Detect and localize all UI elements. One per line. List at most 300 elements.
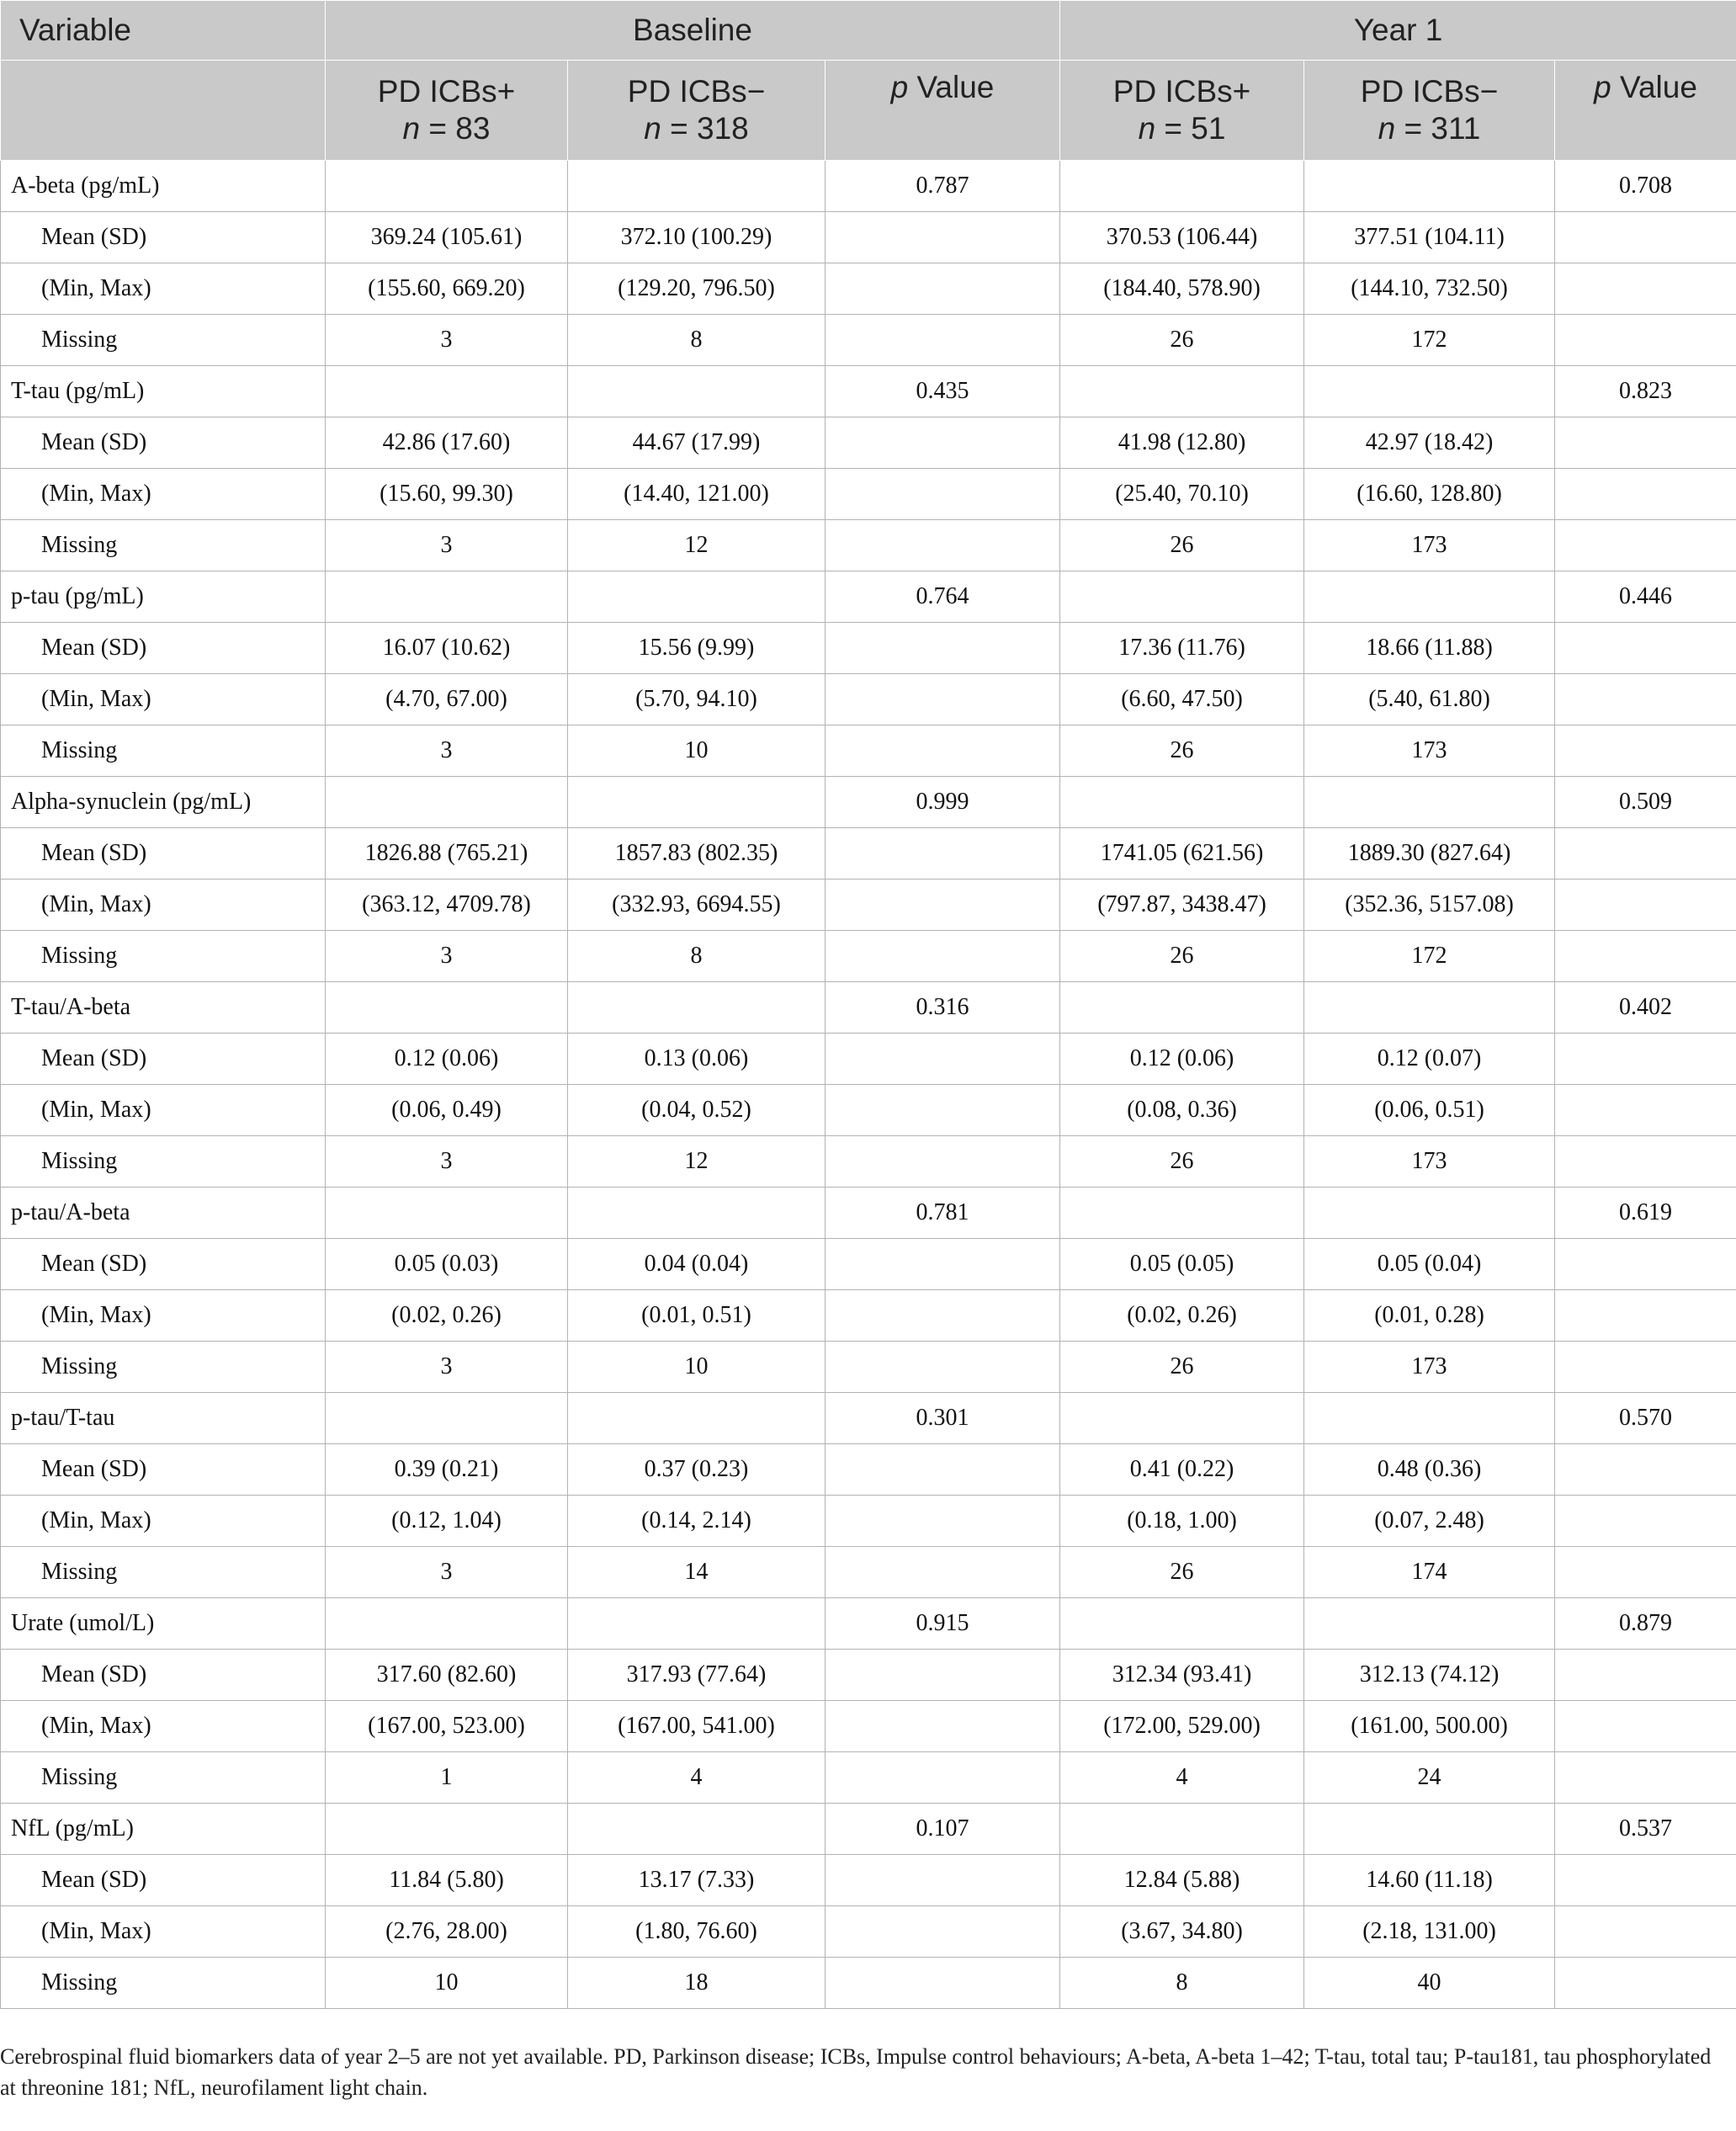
table-cell: (4.70, 67.00) [326, 674, 568, 725]
table-cell [826, 1547, 1060, 1598]
table-cell: 0.879 [1555, 1598, 1736, 1650]
table-cell: 8 [1060, 1958, 1304, 2009]
table-row [1, 1496, 1736, 1547]
row-label: Missing [1, 725, 326, 777]
table-cell: 42.86 (17.60) [326, 417, 568, 469]
table-cell: 10 [568, 1342, 826, 1393]
row-label: Mean (SD) [1, 1034, 326, 1085]
table-cell [568, 1393, 826, 1444]
table-group-row [1, 1804, 1736, 1855]
row-label: Missing [1, 315, 326, 366]
header-baseline-p-value: p Value [826, 61, 1060, 161]
table-cell: 372.10 (100.29) [568, 212, 826, 263]
table-cell: 0.301 [826, 1393, 1060, 1444]
table-cell [1555, 212, 1736, 263]
table-cell [1555, 469, 1736, 520]
header-year1-icbs-neg [1304, 61, 1555, 161]
table-cell [1555, 520, 1736, 571]
table-cell: 0.435 [826, 366, 1060, 417]
table-cell [1555, 931, 1736, 982]
table-row [1, 1958, 1736, 2009]
table-row [1, 315, 1736, 366]
table-cell: 0.39 (0.21) [326, 1444, 568, 1496]
column-n: n = 51 [1138, 111, 1226, 146]
table-cell: 16.07 (10.62) [326, 623, 568, 674]
table-row [1, 263, 1736, 315]
table-cell [1555, 1752, 1736, 1804]
row-label: (Min, Max) [1, 263, 326, 315]
table-cell: (161.00, 500.00) [1304, 1701, 1555, 1752]
table-row [1, 725, 1736, 777]
table-cell [826, 1752, 1060, 1804]
table-cell: (3.67, 34.80) [1060, 1906, 1304, 1958]
table-cell: 0.999 [826, 777, 1060, 828]
table-cell [1555, 1855, 1736, 1906]
table-cell: 317.93 (77.64) [568, 1650, 826, 1701]
table-row [1, 1085, 1736, 1136]
row-label: (Min, Max) [1, 880, 326, 931]
table-cell: 0.708 [1555, 161, 1736, 212]
table-footnote: Cerebrospinal fluid biomarkers data of year 2–5 are not yet available. PD, Parkinson disease; ICBs, Impulse control behaviours; A-beta, A-beta 1–42; T-tau, total tau; P-tau181, tau phosphorylated at threonine 181; NfL, neurofilament light chain. [0, 2044, 1712, 2100]
table-cell: 173 [1304, 520, 1555, 571]
table-cell: (0.01, 0.28) [1304, 1290, 1555, 1342]
table-row [1, 674, 1736, 725]
table-cell [1304, 1188, 1555, 1239]
row-label: p-tau/T-tau [1, 1393, 326, 1444]
table-cell: (0.04, 0.52) [568, 1085, 826, 1136]
table-cell: 0.787 [826, 161, 1060, 212]
table-cell: (0.07, 2.48) [1304, 1496, 1555, 1547]
row-label: (Min, Max) [1, 1290, 326, 1342]
table-cell [1060, 571, 1304, 623]
table-cell [1060, 777, 1304, 828]
table-cell: (1.80, 76.60) [568, 1906, 826, 1958]
table-row [1, 1906, 1736, 1958]
row-label: Mean (SD) [1, 623, 326, 674]
table-cell [826, 623, 1060, 674]
table-cell: 0.781 [826, 1188, 1060, 1239]
table-cell: 0.05 (0.05) [1060, 1239, 1304, 1290]
table-cell [1555, 1496, 1736, 1547]
table-cell: 14.60 (11.18) [1304, 1855, 1555, 1906]
table-cell [1555, 1547, 1736, 1598]
table-cell: 0.12 (0.06) [1060, 1034, 1304, 1085]
table-cell: (129.20, 796.50) [568, 263, 826, 315]
table-cell: 370.53 (106.44) [1060, 212, 1304, 263]
table-cell: 0.537 [1555, 1804, 1736, 1855]
row-label: Missing [1, 1342, 326, 1393]
row-label: A-beta (pg/mL) [1, 161, 326, 212]
table-cell: 3 [326, 1342, 568, 1393]
table-cell [1555, 880, 1736, 931]
table-cell [1060, 366, 1304, 417]
table-cell: (184.40, 578.90) [1060, 263, 1304, 315]
row-label: NfL (pg/mL) [1, 1804, 326, 1855]
table-cell [826, 674, 1060, 725]
table-cell: 8 [568, 315, 826, 366]
row-label: Urate (umol/L) [1, 1598, 326, 1650]
table-cell [1555, 828, 1736, 880]
table-cell [326, 366, 568, 417]
table-cell [826, 828, 1060, 880]
table-cell [1555, 1342, 1736, 1393]
table-cell [826, 315, 1060, 366]
table-cell: 173 [1304, 1342, 1555, 1393]
table-cell [568, 1804, 826, 1855]
table-cell: 0.12 (0.07) [1304, 1034, 1555, 1085]
table-cell: 41.98 (12.80) [1060, 417, 1304, 469]
table-cell: 0.509 [1555, 777, 1736, 828]
table-cell [1555, 1239, 1736, 1290]
table-cell: (0.06, 0.49) [326, 1085, 568, 1136]
table-row [1, 931, 1736, 982]
table-cell: (25.40, 70.10) [1060, 469, 1304, 520]
table-cell [826, 1136, 1060, 1188]
table-cell [1555, 263, 1736, 315]
table-cell [826, 1855, 1060, 1906]
table-cell [1555, 1085, 1736, 1136]
table-cell: 12 [568, 1136, 826, 1188]
header-variable: Variable [1, 1, 326, 61]
table-cell [568, 1598, 826, 1650]
table-cell: 3 [326, 1136, 568, 1188]
table-cell [826, 725, 1060, 777]
table-cell [568, 366, 826, 417]
table-cell [826, 520, 1060, 571]
table-cell: 12 [568, 520, 826, 571]
table-row [1, 212, 1736, 263]
table-cell: (16.60, 128.80) [1304, 469, 1555, 520]
table-cell: 3 [326, 520, 568, 571]
table-row [1, 1444, 1736, 1496]
table-cell: 0.05 (0.03) [326, 1239, 568, 1290]
table-cell [826, 1650, 1060, 1701]
table-group-row [1, 982, 1736, 1034]
table-cell: (0.18, 1.00) [1060, 1496, 1304, 1547]
table-cell: 0.48 (0.36) [1304, 1444, 1555, 1496]
table-cell [326, 161, 568, 212]
row-label: (Min, Max) [1, 1701, 326, 1752]
table-cell: 172 [1304, 315, 1555, 366]
table-cell: 3 [326, 315, 568, 366]
table-cell: 8 [568, 931, 826, 982]
table-cell [826, 1958, 1060, 2009]
table-cell [1304, 777, 1555, 828]
table-cell: 312.13 (74.12) [1304, 1650, 1555, 1701]
table-row [1, 1136, 1736, 1188]
table-row [1, 1701, 1736, 1752]
table-cell: 1857.83 (802.35) [568, 828, 826, 880]
row-label: Missing [1, 1752, 326, 1804]
table-cell: 312.34 (93.41) [1060, 1650, 1304, 1701]
table-cell [826, 469, 1060, 520]
table-cell: 0.823 [1555, 366, 1736, 417]
table-cell: 0.107 [826, 1804, 1060, 1855]
table-cell [826, 1701, 1060, 1752]
table-cell: 0.316 [826, 982, 1060, 1034]
table-cell: (0.01, 0.51) [568, 1290, 826, 1342]
table-cell [568, 1188, 826, 1239]
table-cell: 0.12 (0.06) [326, 1034, 568, 1085]
table-cell [1555, 1906, 1736, 1958]
row-label: Missing [1, 1136, 326, 1188]
table-row [1, 520, 1736, 571]
table-cell: 26 [1060, 520, 1304, 571]
column-name: PD ICBs+ [377, 74, 516, 109]
table-cell [1555, 1034, 1736, 1085]
table-cell: 26 [1060, 725, 1304, 777]
table-cell [826, 212, 1060, 263]
table-cell: (144.10, 732.50) [1304, 263, 1555, 315]
row-label: Missing [1, 520, 326, 571]
table-cell [568, 982, 826, 1034]
table-cell: 42.97 (18.42) [1304, 417, 1555, 469]
table-cell: (0.06, 0.51) [1304, 1085, 1555, 1136]
table-cell: 174 [1304, 1547, 1555, 1598]
table-cell [326, 1188, 568, 1239]
table-cell: (0.02, 0.26) [326, 1290, 568, 1342]
table-cell: (0.14, 2.14) [568, 1496, 826, 1547]
table-cell: 15.56 (9.99) [568, 623, 826, 674]
table-row [1, 1239, 1736, 1290]
header-empty-cell [1, 61, 326, 161]
table-cell: (2.76, 28.00) [326, 1906, 568, 1958]
table-row [1, 1547, 1736, 1598]
table-group-row [1, 366, 1736, 417]
row-label: (Min, Max) [1, 1496, 326, 1547]
table-cell [1555, 1290, 1736, 1342]
table-cell: 4 [568, 1752, 826, 1804]
table-row [1, 623, 1736, 674]
table-cell [1060, 982, 1304, 1034]
column-n: n = 311 [1378, 111, 1481, 146]
table-cell [1060, 161, 1304, 212]
table-body [1, 161, 1736, 2009]
table-cell: 377.51 (104.11) [1304, 212, 1555, 263]
table-cell [1304, 571, 1555, 623]
header-year1-icbs-pos [1060, 61, 1304, 161]
header-year1: Year 1 [1060, 1, 1736, 61]
table-cell [326, 1804, 568, 1855]
table-cell [826, 417, 1060, 469]
table-cell: (363.12, 4709.78) [326, 880, 568, 931]
table-cell: 1 [326, 1752, 568, 1804]
row-label: Mean (SD) [1, 1444, 326, 1496]
header-baseline-icbs-pos [326, 61, 568, 161]
table-cell: 173 [1304, 725, 1555, 777]
table-cell: 3 [326, 1547, 568, 1598]
table-cell [826, 1085, 1060, 1136]
table-cell: 26 [1060, 931, 1304, 982]
table-cell [326, 571, 568, 623]
table-cell: 0.05 (0.04) [1304, 1239, 1555, 1290]
row-label: Mean (SD) [1, 1855, 326, 1906]
table-cell [1304, 1393, 1555, 1444]
table-cell: 26 [1060, 1342, 1304, 1393]
table-cell: (15.60, 99.30) [326, 469, 568, 520]
table-cell [326, 1393, 568, 1444]
table-group-row [1, 1598, 1736, 1650]
table-cell: 26 [1060, 1136, 1304, 1188]
row-label: (Min, Max) [1, 674, 326, 725]
row-label: Missing [1, 1958, 326, 2009]
table-cell: 14 [568, 1547, 826, 1598]
table-cell [826, 263, 1060, 315]
table-group-row [1, 1393, 1736, 1444]
table-cell [1555, 674, 1736, 725]
table-cell: 0.13 (0.06) [568, 1034, 826, 1085]
table-cell [1555, 1701, 1736, 1752]
table-cell: 4 [1060, 1752, 1304, 1804]
table-group-row [1, 1188, 1736, 1239]
row-label: Missing [1, 1547, 326, 1598]
table-cell: 0.619 [1555, 1188, 1736, 1239]
table-cell [826, 1290, 1060, 1342]
table-cell [826, 1342, 1060, 1393]
table-cell: 0.446 [1555, 571, 1736, 623]
table-cell: (5.70, 94.10) [568, 674, 826, 725]
table-group-row [1, 777, 1736, 828]
table-cell: (0.02, 0.26) [1060, 1290, 1304, 1342]
row-label: Missing [1, 931, 326, 982]
column-n: n = 83 [402, 111, 491, 146]
column-name: PD ICBs+ [1112, 74, 1251, 109]
table-cell: (167.00, 541.00) [568, 1701, 826, 1752]
table-cell: 18.66 (11.88) [1304, 623, 1555, 674]
table-cell: (2.18, 131.00) [1304, 1906, 1555, 1958]
row-label: T-tau/A-beta [1, 982, 326, 1034]
table-cell [1304, 1598, 1555, 1650]
table-cell: 13.17 (7.33) [568, 1855, 826, 1906]
table-cell: (332.93, 6694.55) [568, 880, 826, 931]
table-cell: 0.402 [1555, 982, 1736, 1034]
row-label: p-tau (pg/mL) [1, 571, 326, 623]
table-cell [326, 777, 568, 828]
row-label: T-tau (pg/mL) [1, 366, 326, 417]
row-label: Mean (SD) [1, 1239, 326, 1290]
table-cell [1304, 161, 1555, 212]
table-cell: 0.41 (0.22) [1060, 1444, 1304, 1496]
table-cell [1060, 1598, 1304, 1650]
table-cell [1555, 725, 1736, 777]
row-label: Mean (SD) [1, 417, 326, 469]
table-cell [1060, 1188, 1304, 1239]
table-cell: 172 [1304, 931, 1555, 982]
table-cell: 0.570 [1555, 1393, 1736, 1444]
table-cell [326, 1598, 568, 1650]
table-group-row [1, 161, 1736, 212]
row-label: (Min, Max) [1, 469, 326, 520]
table-cell: 10 [568, 725, 826, 777]
table-cell: 1889.30 (827.64) [1304, 828, 1555, 880]
table-row [1, 469, 1736, 520]
table-cell [568, 571, 826, 623]
table-cell: 12.84 (5.88) [1060, 1855, 1304, 1906]
table-cell [826, 880, 1060, 931]
table-cell: (352.36, 5157.08) [1304, 880, 1555, 931]
table-cell [1555, 1136, 1736, 1188]
column-n: n = 318 [644, 111, 749, 146]
table-row [1, 1290, 1736, 1342]
table-cell: (14.40, 121.00) [568, 469, 826, 520]
table-cell: (5.40, 61.80) [1304, 674, 1555, 725]
table-cell: (167.00, 523.00) [326, 1701, 568, 1752]
column-name: PD ICBs− [1360, 74, 1499, 109]
table-cell: 26 [1060, 315, 1304, 366]
table-cell [1555, 1444, 1736, 1496]
table-cell [568, 161, 826, 212]
table-cell: 369.24 (105.61) [326, 212, 568, 263]
table-cell: (6.60, 47.50) [1060, 674, 1304, 725]
row-label: Mean (SD) [1, 828, 326, 880]
table-cell [826, 1034, 1060, 1085]
table-cell: 0.764 [826, 571, 1060, 623]
row-label: p-tau/A-beta [1, 1188, 326, 1239]
header-baseline: Baseline [326, 1, 1060, 61]
table-cell [1304, 982, 1555, 1034]
table-cell [1555, 417, 1736, 469]
table-cell: 3 [326, 725, 568, 777]
table-cell [1304, 1804, 1555, 1855]
table-cell: 24 [1304, 1752, 1555, 1804]
table-cell: 44.67 (17.99) [568, 417, 826, 469]
table-cell: (172.00, 529.00) [1060, 1701, 1304, 1752]
row-label: Alpha-synuclein (pg/mL) [1, 777, 326, 828]
table-cell [826, 1444, 1060, 1496]
table-row [1, 880, 1736, 931]
table-cell: 1741.05 (621.56) [1060, 828, 1304, 880]
table-cell [1060, 1393, 1304, 1444]
row-label: (Min, Max) [1, 1085, 326, 1136]
table-cell: (0.12, 1.04) [326, 1496, 568, 1547]
table-row [1, 417, 1736, 469]
table-cell [826, 931, 1060, 982]
table-cell [1304, 366, 1555, 417]
table-row [1, 828, 1736, 880]
table-cell [1555, 1650, 1736, 1701]
row-label: Mean (SD) [1, 212, 326, 263]
table-cell: 173 [1304, 1136, 1555, 1188]
table-cell: 17.36 (11.76) [1060, 623, 1304, 674]
table-cell [1060, 1804, 1304, 1855]
table-cell [826, 1906, 1060, 1958]
table-group-row [1, 571, 1736, 623]
table-cell: 11.84 (5.80) [326, 1855, 568, 1906]
table-row [1, 1034, 1736, 1085]
table-cell: 0.04 (0.04) [568, 1239, 826, 1290]
column-name: PD ICBs− [627, 74, 766, 109]
table-row [1, 1752, 1736, 1804]
header-baseline-icbs-neg [568, 61, 826, 161]
table-row [1, 1342, 1736, 1393]
table-cell [1555, 315, 1736, 366]
table-row [1, 1855, 1736, 1906]
table-cell: (797.87, 3438.47) [1060, 880, 1304, 931]
table-cell: (155.60, 669.20) [326, 263, 568, 315]
row-label: Mean (SD) [1, 1650, 326, 1701]
table-cell: 26 [1060, 1547, 1304, 1598]
table-cell: 40 [1304, 1958, 1555, 2009]
row-label: (Min, Max) [1, 1906, 326, 1958]
table-cell [1555, 623, 1736, 674]
table-cell: 3 [326, 931, 568, 982]
table-cell [1555, 1958, 1736, 2009]
table-cell: 0.915 [826, 1598, 1060, 1650]
table-cell: 1826.88 (765.21) [326, 828, 568, 880]
table-cell [568, 777, 826, 828]
table-cell: 10 [326, 1958, 568, 2009]
table-row [1, 1650, 1736, 1701]
